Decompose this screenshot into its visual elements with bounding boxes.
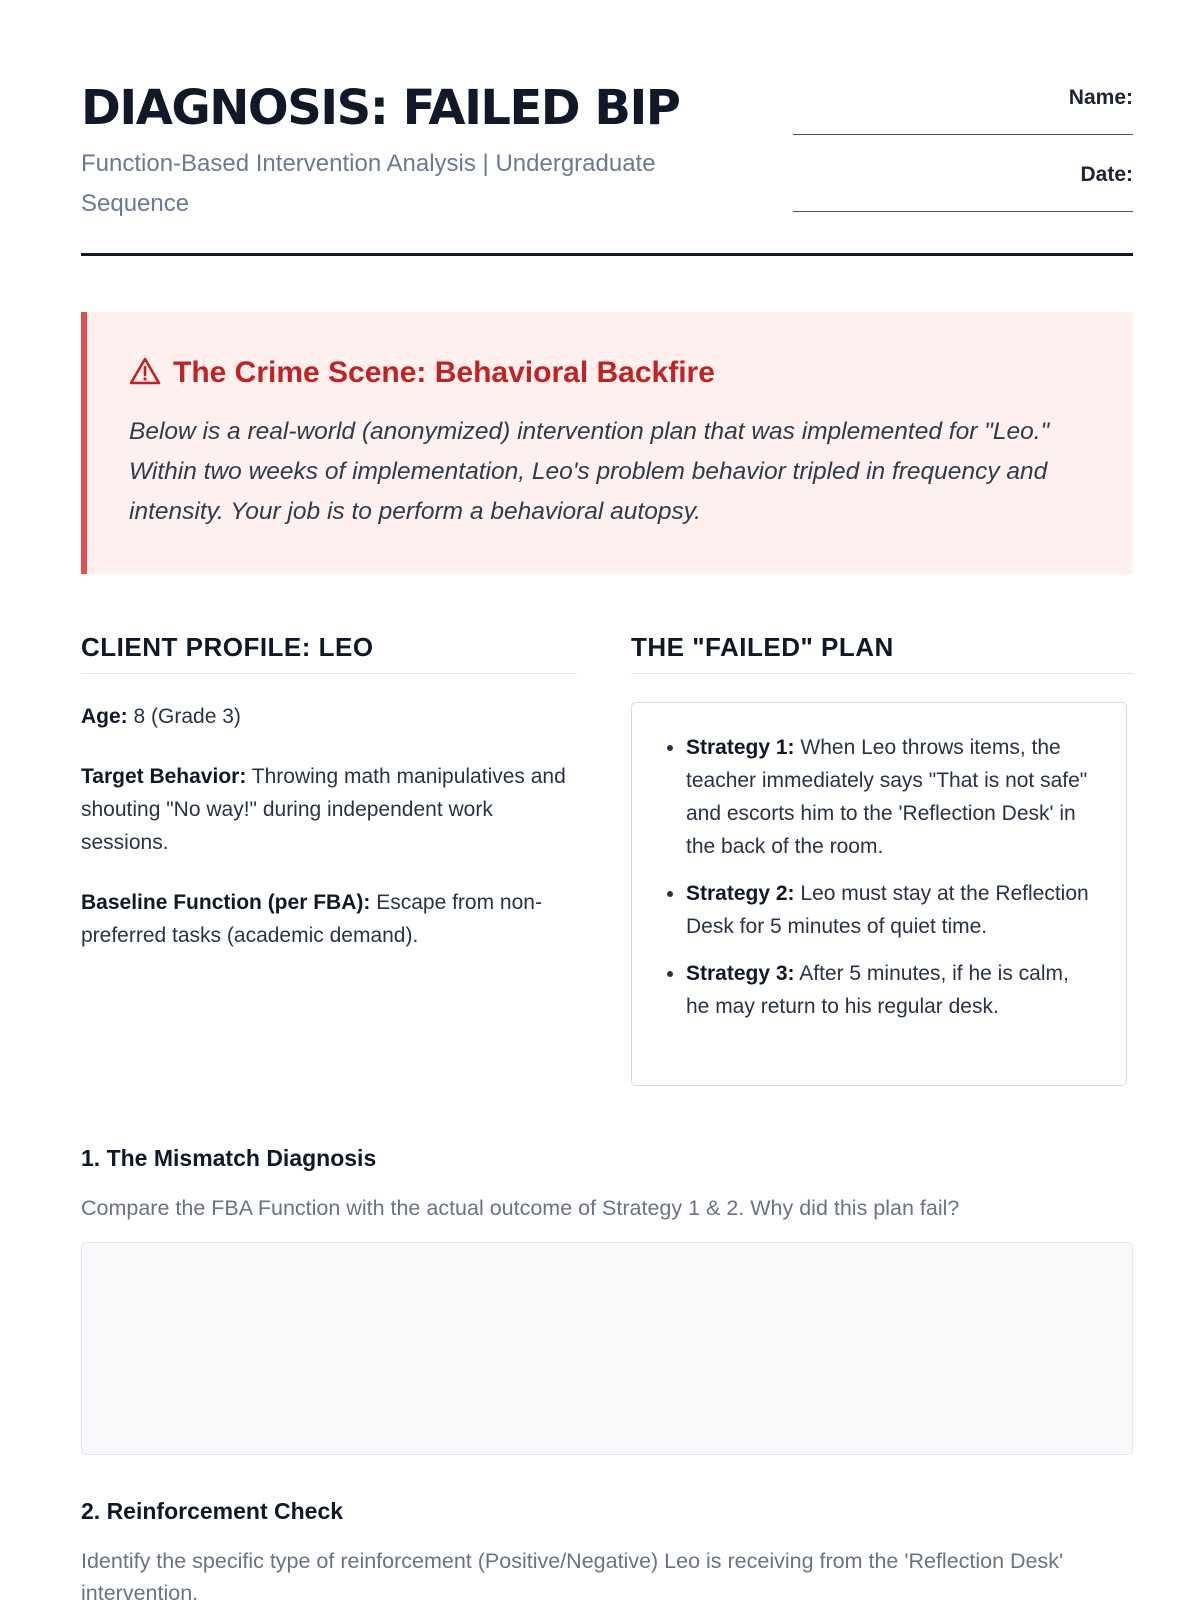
client-profile-heading: CLIENT PROFILE: LEO [81,632,577,674]
strategy-label: Strategy 2: [686,882,795,905]
strategy-item [686,877,1096,943]
worksheet-header [81,80,1133,256]
failed-plan-box [631,702,1127,1086]
name-date-block [793,80,1133,240]
target-behavior-value: Throwing math manipulatives and shouting "No way!" during independent work sessions. [81,765,566,854]
profile-item-target-behavior [81,760,577,859]
age-label: Age: [81,705,128,728]
client-profile [81,700,577,979]
page-subtitle: Function-Based Intervention Analysis | Undergraduate Sequence [81,150,656,217]
name-field-line[interactable] [793,110,1133,135]
page-title: DIAGNOSIS: FAILED BIP [81,80,680,136]
question-1-answer-box[interactable] [81,1242,1133,1455]
profile-item-age [81,700,577,733]
target-behavior-label: Target Behavior: [81,765,247,788]
crime-scene-callout [81,312,1133,574]
baseline-function-value: Escape from non-preferred tasks (academic demand). [81,891,542,947]
crime-scene-title: The Crime Scene: Behavioral Backfire [173,356,715,389]
age-value: 8 (Grade 3) [133,705,241,728]
crime-scene-heading [129,356,715,390]
date-field-line[interactable] [793,187,1133,212]
strategy-text: When Leo throws items, the teacher immediately says "That is not safe" and escorts him to the 'Reflection Desk' in the back of the room. [686,736,1088,858]
name-label: Name: [1068,86,1133,109]
strategy-label: Strategy 1: [686,736,795,759]
strategy-list [632,703,1126,1023]
question-2-title: 2. Reinforcement Check [81,1498,344,1524]
strategy-label: Strategy 3: [686,962,795,985]
failed-plan-heading: THE "FAILED" PLAN [631,632,1133,674]
strategy-text: Leo must stay at the Reflection Desk for 5 minutes of quiet time. [686,882,1089,938]
strategy-item [686,957,1096,1023]
question-1-prompt: Compare the FBA Function with the actual outcome of Strategy 1 & 2. Why did this plan fail? [81,1196,960,1220]
strategy-text: After 5 minutes, if he is calm, he may return to his regular desk. [686,962,1069,1018]
strategy-item [686,731,1096,863]
profile-item-baseline-function [81,886,577,952]
crime-scene-text: Below is a real-world (anonymized) intervention plan that was implemented for "Leo." Within two weeks of implementation, Leo's problem behavior tripled in frequency and intensity. Your job is to perform a behavioral autopsy. [129,418,1050,525]
date-label: Date: [1080,163,1133,186]
baseline-function-label: Baseline Function (per FBA): [81,891,371,914]
warning-triangle-icon [129,356,161,386]
question-1-title: 1. The Mismatch Diagnosis [81,1145,377,1171]
question-2-prompt: Identify the specific type of reinforcement (Positive/Negative) Leo is receiving from the 'Reflection Desk' intervention. [81,1549,1064,1605]
